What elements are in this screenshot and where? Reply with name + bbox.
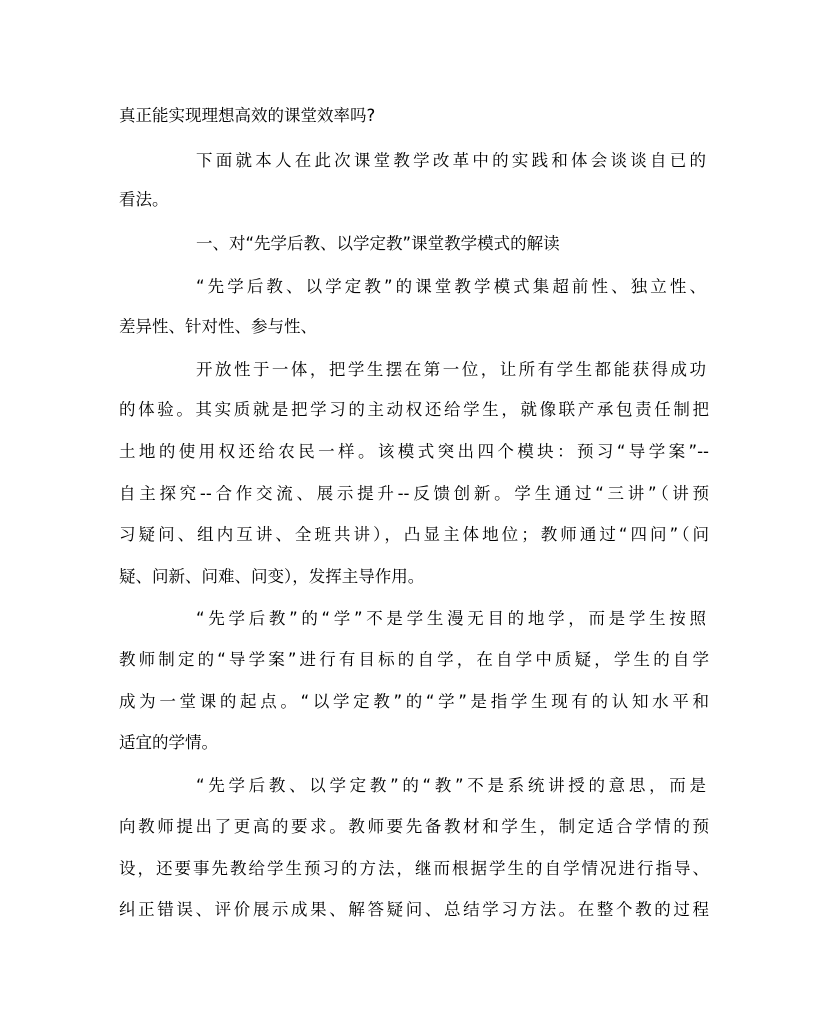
- text-line: “先学后教、以学定教”的“教”不是系统讲授的意思，而是: [196, 776, 706, 795]
- text-line: 成为一堂课的起点。“以学定教”的“学”是指学生现有的认知水平和: [119, 692, 709, 711]
- text-line: 适宜的学情。: [119, 733, 218, 752]
- text-line: “先学后教、以学定教”的课堂教学模式集超前性、独立性、: [196, 277, 706, 296]
- text-line: 设，还要事先教给学生预习的方法，继而根据学生的自学情况进行指导、: [119, 859, 709, 878]
- text-line: “先学后教”的“学”不是学生漫无目的地学，而是学生按照: [196, 609, 706, 628]
- text-line: 的体验。其实质就是把学习的主动权还给学生，就像联产承包责任制把: [119, 400, 709, 419]
- text-line: 纠正错误、评价展示成果、解答疑问、总结学习方法。在整个教的过程: [119, 900, 709, 919]
- text-line: 看法。: [119, 190, 169, 209]
- text-line: 疑、问新、问难、问变），发挥主导作用。: [119, 567, 425, 586]
- text-line: 教师制定的“导学案”进行有目标的自学，在自学中质疑，学生的自学: [119, 650, 709, 669]
- text-line: 自主探究--合作交流、展示提升--反馈创新。学生通过“三讲”（讲预: [119, 484, 709, 503]
- text-line: 习疑问、组内互讲、全班共讲），凸显主体地位；教师通过“四问”（问: [119, 525, 709, 544]
- section-heading: 一、对“先学后教、以学定教”课堂教学模式的解读: [196, 234, 560, 253]
- text-line: 下面就本人在此次课堂教学改革中的实践和体会谈谈自已的: [196, 151, 706, 170]
- text-line: 开放性于一体，把学生摆在第一位，让所有学生都能获得成功: [196, 360, 706, 379]
- text-line: 向教师提出了更高的要求。教师要先备教材和学生，制定适合学情的预: [119, 817, 709, 836]
- text-line: 差异性、针对性、参与性、: [119, 317, 317, 336]
- text-line: 真正能实现理想高效的课堂效率吗?: [119, 106, 376, 125]
- text-line: 土地的使用权还给农民一样。该模式突出四个模块：预习“导学案”--: [119, 442, 709, 461]
